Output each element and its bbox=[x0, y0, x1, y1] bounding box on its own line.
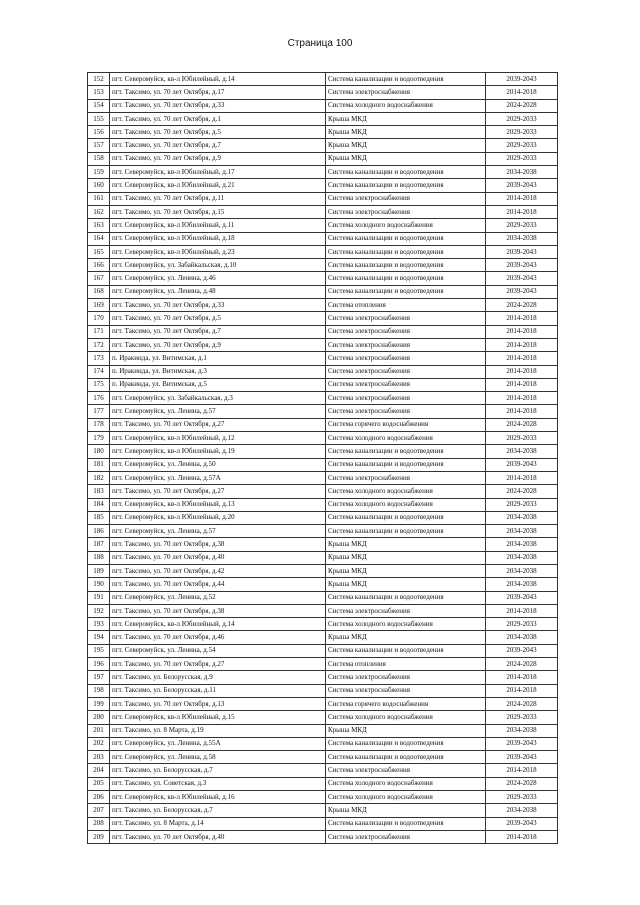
row-number: 207 bbox=[88, 804, 110, 817]
row-number: 200 bbox=[88, 711, 110, 724]
table-row bbox=[88, 458, 558, 471]
table-row bbox=[88, 631, 558, 644]
row-number: 196 bbox=[88, 658, 110, 671]
row-period: 2039-2043 bbox=[486, 644, 558, 657]
row-number: 161 bbox=[88, 192, 110, 205]
row-system: Система электроснабжения bbox=[326, 392, 486, 405]
table-row bbox=[88, 817, 558, 830]
row-period: 2024-2028 bbox=[486, 99, 558, 112]
row-number: 164 bbox=[88, 232, 110, 245]
row-number: 190 bbox=[88, 578, 110, 591]
row-address: п. Иракинда, ул. Витимская, д.5 bbox=[110, 378, 326, 391]
row-period: 2029-2033 bbox=[486, 711, 558, 724]
row-system: Крыша МКД bbox=[326, 538, 486, 551]
row-period: 2034-2038 bbox=[486, 525, 558, 538]
row-period: 2024-2028 bbox=[486, 777, 558, 790]
row-system: Система канализации и водоотведения bbox=[326, 285, 486, 298]
row-period: 2034-2038 bbox=[486, 232, 558, 245]
row-number: 203 bbox=[88, 751, 110, 764]
row-system: Система электроснабжения bbox=[326, 205, 486, 218]
table-row bbox=[88, 604, 558, 617]
row-system: Система электроснабжения bbox=[326, 604, 486, 617]
row-system: Система холодного водоснабжения bbox=[326, 777, 486, 790]
row-system: Система канализации и водоотведения bbox=[326, 525, 486, 538]
row-period: 2024-2028 bbox=[486, 418, 558, 431]
row-address: пгт. Таксимо, ул. 70 лет Октября, д.5 bbox=[110, 126, 326, 139]
row-system: Система электроснабжения bbox=[326, 312, 486, 325]
row-period: 2014-2018 bbox=[486, 405, 558, 418]
row-address: пгт. Таксимо, ул. 70 лет Октября, д.38 bbox=[110, 538, 326, 551]
table-row bbox=[88, 338, 558, 351]
row-system: Система холодного водоснабжения bbox=[326, 618, 486, 631]
row-period: 2039-2043 bbox=[486, 245, 558, 258]
table-row bbox=[88, 445, 558, 458]
row-number: 187 bbox=[88, 538, 110, 551]
table-row bbox=[88, 418, 558, 431]
row-number: 157 bbox=[88, 139, 110, 152]
row-system: Крыша МКД bbox=[326, 564, 486, 577]
row-number: 184 bbox=[88, 498, 110, 511]
row-system: Система канализации и водоотведения bbox=[326, 817, 486, 830]
row-period: 2014-2018 bbox=[486, 471, 558, 484]
row-number: 153 bbox=[88, 86, 110, 99]
row-period: 2014-2018 bbox=[486, 325, 558, 338]
row-period: 2029-2033 bbox=[486, 126, 558, 139]
row-period: 2039-2043 bbox=[486, 458, 558, 471]
row-system: Система канализации и водоотведения bbox=[326, 272, 486, 285]
row-number: 179 bbox=[88, 432, 110, 445]
row-number: 173 bbox=[88, 352, 110, 365]
row-period: 2039-2043 bbox=[486, 751, 558, 764]
row-period: 2029-2033 bbox=[486, 139, 558, 152]
row-address: пгт. Северомуйск, кв-л Юбилейный, д.13 bbox=[110, 498, 326, 511]
row-number: 169 bbox=[88, 299, 110, 312]
row-number: 204 bbox=[88, 764, 110, 777]
row-system: Крыша МКД bbox=[326, 804, 486, 817]
row-number: 193 bbox=[88, 618, 110, 631]
row-number: 159 bbox=[88, 166, 110, 179]
row-address: пгт. Таксимо, ул. 70 лет Октября, д.13 bbox=[110, 697, 326, 710]
row-system: Система холодного водоснабжения bbox=[326, 432, 486, 445]
row-system: Система холодного водоснабжения bbox=[326, 485, 486, 498]
row-number: 156 bbox=[88, 126, 110, 139]
table-row bbox=[88, 697, 558, 710]
row-number: 180 bbox=[88, 445, 110, 458]
table-row bbox=[88, 737, 558, 750]
row-period: 2039-2043 bbox=[486, 591, 558, 604]
row-system: Система канализации и водоотведения bbox=[326, 737, 486, 750]
row-address: пгт. Таксимо, ул. Белорусская, д.9 bbox=[110, 671, 326, 684]
row-period: 2029-2033 bbox=[486, 498, 558, 511]
row-system: Крыша МКД bbox=[326, 112, 486, 125]
row-period: 2034-2038 bbox=[486, 578, 558, 591]
row-number: 162 bbox=[88, 205, 110, 218]
registry-table bbox=[87, 72, 558, 844]
row-number: 182 bbox=[88, 471, 110, 484]
row-address: пгт. Таксимо, ул. 70 лет Октября, д.7 bbox=[110, 325, 326, 338]
row-period: 2039-2043 bbox=[486, 73, 558, 86]
table-row bbox=[88, 764, 558, 777]
row-system: Система электроснабжения bbox=[326, 352, 486, 365]
row-number: 208 bbox=[88, 817, 110, 830]
row-period: 2039-2043 bbox=[486, 179, 558, 192]
row-system: Система электроснабжения bbox=[326, 86, 486, 99]
row-period: 2034-2038 bbox=[486, 511, 558, 524]
row-system: Система канализации и водоотведения bbox=[326, 232, 486, 245]
row-address: пгт. Таксимо, ул. 70 лет Октября, д.1 bbox=[110, 112, 326, 125]
row-address: пгт. Таксимо, ул. 70 лет Октября, д.33 bbox=[110, 299, 326, 312]
row-number: 178 bbox=[88, 418, 110, 431]
row-period: 2024-2028 bbox=[486, 485, 558, 498]
row-address: пгт. Таксимо, ул. 70 лет Октября, д.11 bbox=[110, 192, 326, 205]
table-row bbox=[88, 272, 558, 285]
row-system: Система канализации и водоотведения bbox=[326, 591, 486, 604]
row-period: 2014-2018 bbox=[486, 205, 558, 218]
row-period: 2014-2018 bbox=[486, 392, 558, 405]
table-row bbox=[88, 192, 558, 205]
row-number: 194 bbox=[88, 631, 110, 644]
table-row bbox=[88, 564, 558, 577]
table-row bbox=[88, 312, 558, 325]
row-address: пгт. Северомуйск, кв-л Юбилейный, д.21 bbox=[110, 179, 326, 192]
row-period: 2039-2043 bbox=[486, 817, 558, 830]
table-row bbox=[88, 671, 558, 684]
table-row bbox=[88, 618, 558, 631]
row-number: 205 bbox=[88, 777, 110, 790]
row-address: пгт. Таксимо, ул. 70 лет Октября, д.33 bbox=[110, 99, 326, 112]
row-address: пгт. Таксимо, ул. 8 Марта, д.19 bbox=[110, 724, 326, 737]
row-period: 2014-2018 bbox=[486, 604, 558, 617]
row-system: Система канализации и водоотведения bbox=[326, 751, 486, 764]
row-system: Система канализации и водоотведения bbox=[326, 179, 486, 192]
table-row bbox=[88, 285, 558, 298]
row-period: 2024-2028 bbox=[486, 299, 558, 312]
row-address: пгт. Северомуйск, кв-л Юбилейный, д.18 bbox=[110, 232, 326, 245]
row-address: пгт. Таксимо, ул. Белорусская, д.11 bbox=[110, 684, 326, 697]
row-number: 202 bbox=[88, 737, 110, 750]
row-number: 195 bbox=[88, 644, 110, 657]
row-number: 198 bbox=[88, 684, 110, 697]
row-address: пгт. Таксимо, ул. 70 лет Октября, д.44 bbox=[110, 578, 326, 591]
row-period: 2029-2033 bbox=[486, 112, 558, 125]
row-system: Система электроснабжения bbox=[326, 671, 486, 684]
row-system: Крыша МКД bbox=[326, 139, 486, 152]
row-number: 186 bbox=[88, 525, 110, 538]
table-row bbox=[88, 644, 558, 657]
row-address: пгт. Таксимо, ул. 70 лет Октября, д.40 bbox=[110, 551, 326, 564]
row-period: 2014-2018 bbox=[486, 684, 558, 697]
row-system: Система горячего водоснабжения bbox=[326, 418, 486, 431]
row-period: 2014-2018 bbox=[486, 671, 558, 684]
table-row bbox=[88, 751, 558, 764]
table-row bbox=[88, 684, 558, 697]
row-system: Система электроснабжения bbox=[326, 192, 486, 205]
row-period: 2024-2028 bbox=[486, 697, 558, 710]
table-row bbox=[88, 365, 558, 378]
row-system: Система канализации и водоотведения bbox=[326, 259, 486, 272]
row-system: Крыша МКД bbox=[326, 551, 486, 564]
row-system: Система канализации и водоотведения bbox=[326, 511, 486, 524]
row-address: пгт. Северомуйск, ул. Ленина, д.48 bbox=[110, 285, 326, 298]
row-period: 2014-2018 bbox=[486, 378, 558, 391]
row-system: Система отопления bbox=[326, 299, 486, 312]
row-number: 167 bbox=[88, 272, 110, 285]
row-address: пгт. Таксимо, ул. 70 лет Октября, д.5 bbox=[110, 312, 326, 325]
row-period: 2039-2043 bbox=[486, 285, 558, 298]
page-header: Страница 100 bbox=[287, 38, 353, 49]
table-row bbox=[88, 405, 558, 418]
table-row bbox=[88, 205, 558, 218]
row-system: Система электроснабжения bbox=[326, 325, 486, 338]
row-period: 2014-2018 bbox=[486, 338, 558, 351]
row-address: пгт. Северомуйск, кв-л Юбилейный, д.19 bbox=[110, 445, 326, 458]
table-row bbox=[88, 432, 558, 445]
row-system: Система холодного водоснабжения bbox=[326, 791, 486, 804]
row-period: 2034-2038 bbox=[486, 564, 558, 577]
table-row bbox=[88, 126, 558, 139]
row-address: пгт. Северомуйск, ул. Забайкальская, д.3 bbox=[110, 392, 326, 405]
table-row bbox=[88, 498, 558, 511]
row-system: Система горячего водоснабжения bbox=[326, 697, 486, 710]
table-row bbox=[88, 392, 558, 405]
row-number: 199 bbox=[88, 697, 110, 710]
row-period: 2014-2018 bbox=[486, 352, 558, 365]
row-address: пгт. Северомуйск, кв-л Юбилейный, д.23 bbox=[110, 245, 326, 258]
row-period: 2034-2038 bbox=[486, 445, 558, 458]
row-address: пгт. Таксимо, ул. Советская, д.3 bbox=[110, 777, 326, 790]
row-number: 155 bbox=[88, 112, 110, 125]
row-address: пгт. Таксимо, ул. 70 лет Октября, д.27 bbox=[110, 658, 326, 671]
row-system: Крыша МКД bbox=[326, 724, 486, 737]
row-address: пгт. Северомуйск, ул. Ленина, д.50 bbox=[110, 458, 326, 471]
row-system: Крыша МКД bbox=[326, 578, 486, 591]
table-row bbox=[88, 299, 558, 312]
table-row bbox=[88, 152, 558, 165]
row-system: Система электроснабжения bbox=[326, 338, 486, 351]
row-address: пгт. Северомуйск, ул. Ленина, д.58 bbox=[110, 751, 326, 764]
table-row bbox=[88, 259, 558, 272]
table-row bbox=[88, 86, 558, 99]
row-address: пгт. Северомуйск, ул. Ленина, д.55А bbox=[110, 737, 326, 750]
row-number: 171 bbox=[88, 325, 110, 338]
table-row bbox=[88, 139, 558, 152]
row-period: 2029-2033 bbox=[486, 618, 558, 631]
row-period: 2029-2033 bbox=[486, 791, 558, 804]
row-number: 209 bbox=[88, 830, 110, 843]
row-period: 2034-2038 bbox=[486, 631, 558, 644]
row-system: Система канализации и водоотведения bbox=[326, 166, 486, 179]
row-address: пгт. Таксимо, ул. 70 лет Октября, д.27 bbox=[110, 485, 326, 498]
table-row bbox=[88, 724, 558, 737]
row-period: 2039-2043 bbox=[486, 272, 558, 285]
row-number: 166 bbox=[88, 259, 110, 272]
row-period: 2034-2038 bbox=[486, 724, 558, 737]
row-period: 2034-2038 bbox=[486, 804, 558, 817]
row-system: Система электроснабжения bbox=[326, 405, 486, 418]
row-period: 2014-2018 bbox=[486, 312, 558, 325]
row-address: пгт. Таксимо, ул. 70 лет Октября, д.15 bbox=[110, 205, 326, 218]
row-system: Система электроснабжения bbox=[326, 830, 486, 843]
row-address: пгт. Северомуйск, кв-л Юбилейный, д.14 bbox=[110, 618, 326, 631]
row-address: пгт. Северомуйск, кв-л Юбилейный, д.17 bbox=[110, 166, 326, 179]
row-address: пгт. Таксимо, ул. Белорусская, д.7 bbox=[110, 764, 326, 777]
row-period: 2014-2018 bbox=[486, 192, 558, 205]
row-number: 189 bbox=[88, 564, 110, 577]
row-address: пгт. Северомуйск, кв-л Юбилейный, д.14 bbox=[110, 73, 326, 86]
row-address: пгт. Северомуйск, ул. Ленина, д.57 bbox=[110, 525, 326, 538]
row-address: пгт. Таксимо, ул. 8 Марта, д.14 bbox=[110, 817, 326, 830]
row-system: Система отопления bbox=[326, 658, 486, 671]
table-row bbox=[88, 791, 558, 804]
row-address: пгт. Северомуйск, кв-л Юбилейный, д.16 bbox=[110, 791, 326, 804]
row-period: 2014-2018 bbox=[486, 86, 558, 99]
row-address: пгт. Северомуйск, ул. Ленина, д.46 bbox=[110, 272, 326, 285]
row-number: 154 bbox=[88, 99, 110, 112]
table-row bbox=[88, 378, 558, 391]
row-period: 2014-2018 bbox=[486, 365, 558, 378]
row-address: пгт. Таксимо, ул. Белорусская, д.7 bbox=[110, 804, 326, 817]
row-address: пгт. Таксимо, ул. 70 лет Октября, д.42 bbox=[110, 564, 326, 577]
registry-table-body bbox=[88, 73, 558, 844]
row-address: пгт. Таксимо, ул. 70 лет Октября, д.9 bbox=[110, 338, 326, 351]
row-number: 177 bbox=[88, 405, 110, 418]
table-row bbox=[88, 99, 558, 112]
row-address: пгт. Северомуйск, ул. Ленина, д.52 bbox=[110, 591, 326, 604]
row-system: Система электроснабжения bbox=[326, 684, 486, 697]
row-number: 170 bbox=[88, 312, 110, 325]
table-row bbox=[88, 219, 558, 232]
row-number: 165 bbox=[88, 245, 110, 258]
row-period: 2029-2033 bbox=[486, 219, 558, 232]
table-row bbox=[88, 73, 558, 86]
row-system: Система холодного водоснабжения bbox=[326, 711, 486, 724]
row-system: Система холодного водоснабжения bbox=[326, 219, 486, 232]
row-address: пгт. Северомуйск, ул. Ленина, д.54 bbox=[110, 644, 326, 657]
row-address: пгт. Северомуйск, кв-л Юбилейный, д.12 bbox=[110, 432, 326, 445]
row-number: 197 bbox=[88, 671, 110, 684]
row-number: 188 bbox=[88, 551, 110, 564]
table-row bbox=[88, 711, 558, 724]
row-period: 2034-2038 bbox=[486, 538, 558, 551]
row-period: 2029-2033 bbox=[486, 432, 558, 445]
row-number: 191 bbox=[88, 591, 110, 604]
row-address: пгт. Таксимо, ул. 70 лет Октября, д.38 bbox=[110, 604, 326, 617]
row-number: 201 bbox=[88, 724, 110, 737]
row-address: пгт. Северомуйск, кв-л Юбилейный, д.20 bbox=[110, 511, 326, 524]
row-number: 206 bbox=[88, 791, 110, 804]
row-number: 183 bbox=[88, 485, 110, 498]
row-system: Система канализации и водоотведения bbox=[326, 644, 486, 657]
table-row bbox=[88, 325, 558, 338]
row-system: Система канализации и водоотведения bbox=[326, 73, 486, 86]
row-system: Система канализации и водоотведения bbox=[326, 458, 486, 471]
table-row bbox=[88, 591, 558, 604]
row-number: 181 bbox=[88, 458, 110, 471]
row-number: 168 bbox=[88, 285, 110, 298]
row-system: Крыша МКД bbox=[326, 631, 486, 644]
table-row bbox=[88, 658, 558, 671]
row-period: 2039-2043 bbox=[486, 259, 558, 272]
row-number: 158 bbox=[88, 152, 110, 165]
table-row bbox=[88, 551, 558, 564]
row-number: 175 bbox=[88, 378, 110, 391]
row-period: 2014-2018 bbox=[486, 830, 558, 843]
row-address: пгт. Таксимо, ул. 70 лет Октября, д.9 bbox=[110, 152, 326, 165]
table-row bbox=[88, 511, 558, 524]
row-address: п. Иракинда, ул. Витимская, д.3 bbox=[110, 365, 326, 378]
row-system: Крыша МКД bbox=[326, 152, 486, 165]
row-address: пгт. Таксимо, ул. 70 лет Октября, д.7 bbox=[110, 139, 326, 152]
row-address: пгт. Таксимо, ул. 70 лет Октября, д.27 bbox=[110, 418, 326, 431]
row-system: Система электроснабжения bbox=[326, 378, 486, 391]
row-number: 152 bbox=[88, 73, 110, 86]
row-number: 160 bbox=[88, 179, 110, 192]
row-address: пгт. Северомуйск, ул. Ленина, д.57 bbox=[110, 405, 326, 418]
row-address: пгт. Таксимо, ул. 70 лет Октября, д.40 bbox=[110, 830, 326, 843]
table-row bbox=[88, 830, 558, 843]
row-system: Система канализации и водоотведения bbox=[326, 245, 486, 258]
table-row bbox=[88, 538, 558, 551]
table-row bbox=[88, 232, 558, 245]
row-number: 174 bbox=[88, 365, 110, 378]
row-address: п. Иракинда, ул. Витимская, д.1 bbox=[110, 352, 326, 365]
row-period: 2024-2028 bbox=[486, 658, 558, 671]
row-address: пгт. Северомуйск, ул. Ленина, д.57А bbox=[110, 471, 326, 484]
row-system: Система канализации и водоотведения bbox=[326, 445, 486, 458]
table-row bbox=[88, 166, 558, 179]
table-row bbox=[88, 471, 558, 484]
row-system: Система электроснабжения bbox=[326, 471, 486, 484]
table-row bbox=[88, 352, 558, 365]
row-number: 192 bbox=[88, 604, 110, 617]
row-period: 2029-2033 bbox=[486, 152, 558, 165]
row-address: пгт. Северомуйск, ул. Забайкальская, д.10 bbox=[110, 259, 326, 272]
row-number: 185 bbox=[88, 511, 110, 524]
row-period: 2014-2018 bbox=[486, 764, 558, 777]
row-address: пгт. Северомуйск, кв-л Юбилейный, д.15 bbox=[110, 711, 326, 724]
row-address: пгт. Таксимо, ул. 70 лет Октября, д.17 bbox=[110, 86, 326, 99]
row-number: 163 bbox=[88, 219, 110, 232]
row-system: Система холодного водоснабжения bbox=[326, 498, 486, 511]
row-number: 172 bbox=[88, 338, 110, 351]
table-row bbox=[88, 245, 558, 258]
table-row bbox=[88, 485, 558, 498]
table-row bbox=[88, 777, 558, 790]
table-row bbox=[88, 179, 558, 192]
row-address: пгт. Северомуйск, кв-л Юбилейный, д.11 bbox=[110, 219, 326, 232]
row-period: 2034-2038 bbox=[486, 166, 558, 179]
row-system: Система электроснабжения bbox=[326, 365, 486, 378]
row-system: Система электроснабжения bbox=[326, 764, 486, 777]
row-period: 2039-2043 bbox=[486, 737, 558, 750]
row-address: пгт. Таксимо, ул. 70 лет Октября, д.46 bbox=[110, 631, 326, 644]
table-row bbox=[88, 525, 558, 538]
table-row bbox=[88, 578, 558, 591]
row-number: 176 bbox=[88, 392, 110, 405]
table-row bbox=[88, 112, 558, 125]
row-system: Крыша МКД bbox=[326, 126, 486, 139]
table-row bbox=[88, 804, 558, 817]
row-period: 2034-2038 bbox=[486, 551, 558, 564]
row-system: Система холодного водоснабжения bbox=[326, 99, 486, 112]
